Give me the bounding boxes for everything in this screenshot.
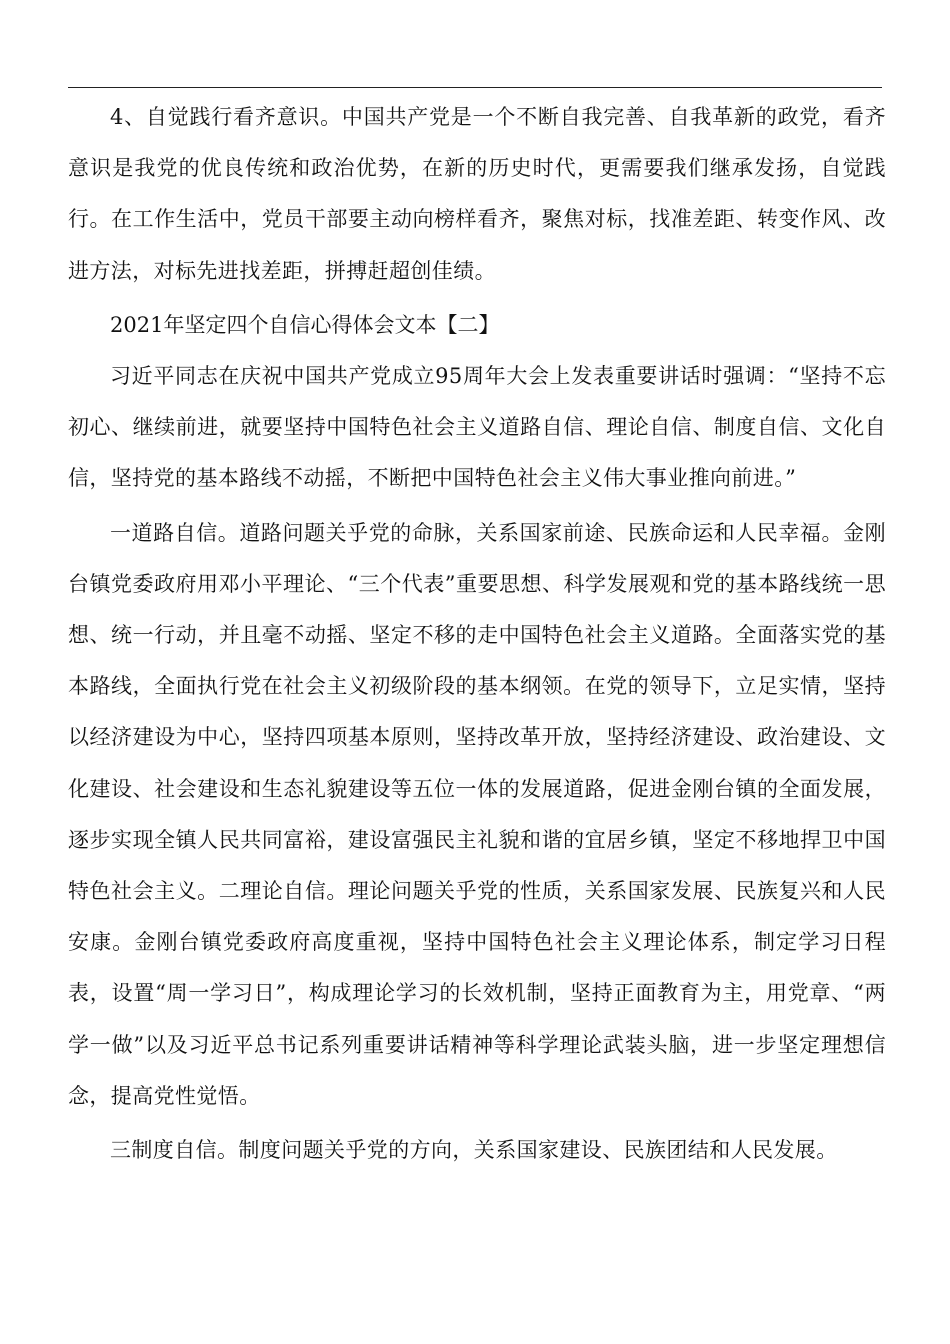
section-heading: 2021年坚定四个自信心得体会文本【二】 (110, 312, 500, 337)
paragraph-system-confidence: 三制度自信。制度问题关乎党的方向，关系国家建设、民族团结和人民发展。 (110, 1138, 838, 1163)
paragraph-speech-quote: 习近平同志在庆祝中国共产党成立95周年大会上发表重要讲话时强调：“坚持不忘初心、继续前进，就要坚持中国特色社会主义道路自信、理论自信、制度自信、文化自信，坚持党的基本路线不动摇，不断把中国特色社会主义伟大事业推向前进。” (68, 364, 886, 491)
header-rule (68, 87, 882, 88)
paragraph-road-confidence: 一道路自信。道路问题关乎党的命脉，关系国家前途、民族命运和人民幸福。金刚台镇党委政府用邓小平理论、“三个代表”重要思想、科学发展观和党的基本路线统一思想、统一行动，并且毫不动摇、坚定不移的走中国特色社会主义道路。全面落实党的基本路线，全面执行党在社会主义初级阶段的基本纲领。在党的领导下，立足实情，坚持以经济建设为中心，坚持四项基本原则，坚持改革开放，坚持经济建设、政治建设、文化建设、社会建设和生态礼貌建设等五位一体的发展道路，促进金刚台镇的全面发展，逐步实现全镇人民共同富裕，建设富强民主礼貌和谐的宜居乡镇，坚定不移地捍卫中国特色社会主义。二理论自信。理论问题关乎党的性质，关系国家发展、民族复兴和人民安康。金刚台镇党委政府高度重视，坚持中国特色社会主义理论体系，制定学习日程表，设置“周一学习日”，构成理论学习的长效机制，坚持正面教育为主，用党章、“两学一做”以及习近平总书记系列重要讲话精神等科学理论武装头脑，进一步坚定理想信念，提高党性觉悟。 (68, 520, 886, 1108)
document-body (68, 92, 886, 1179)
paragraph-practice-alignment: 4、自觉践行看齐意识。中国共产党是一个不断自我完善、自我革新的政党，看齐意识是我党的优良传统和政治优势，在新的历史时代，更需要我们继承发扬，自觉践行。在工作生活中，党员干部要主动向榜样看齐，聚焦对标，找准差距、转变作风、改进方法，对标先进找差距，拼搏赶超创佳绩。 (68, 105, 886, 283)
